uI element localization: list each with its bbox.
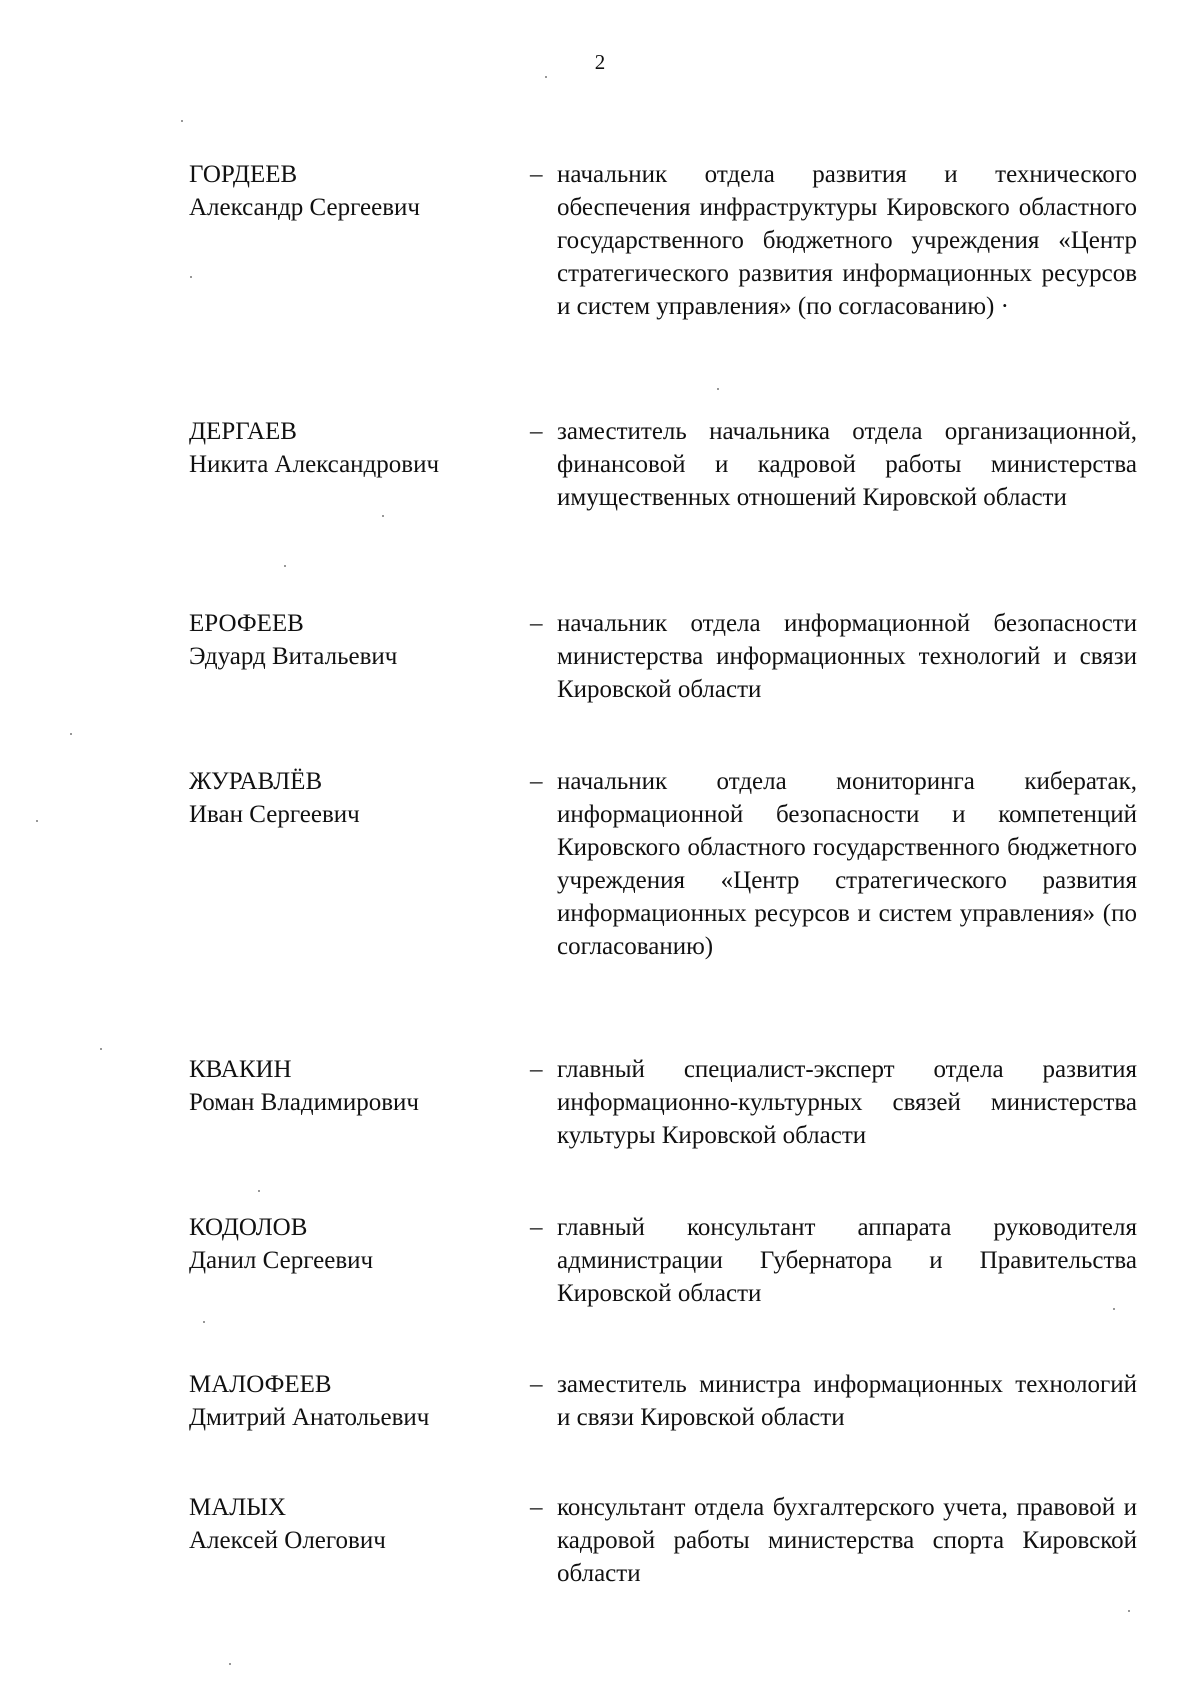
entry-dash: –: [530, 1371, 543, 1398]
member-surname: ЕРОФЕЕВ: [189, 610, 304, 637]
member-surname: МАЛОФЕЕВ: [189, 1371, 332, 1398]
member-given-names: Эдуард Витальевич: [189, 643, 398, 670]
entry-dash: –: [530, 161, 543, 188]
member-name: [189, 158, 509, 224]
page-number: 2: [594, 50, 606, 74]
member-surname: КВАКИН: [189, 1056, 292, 1083]
scan-speck: [203, 1321, 205, 1323]
member-position: заместитель начальника отдела организационной, финансовой и кадровой работы министерства имущественных отношений Кировской области: [557, 418, 1137, 511]
entry-dash: –: [530, 610, 543, 637]
member-given-names: Александр Сергеевич: [189, 194, 420, 221]
member-position: заместитель министра информационных технологий и связи Кировской области: [557, 1371, 1137, 1431]
member-given-names: Иван Сергеевич: [189, 801, 360, 828]
member-name: [189, 1211, 509, 1277]
member-given-names: Алексей Олегович: [189, 1527, 386, 1554]
entry-dash: –: [530, 768, 543, 795]
scan-speck: [1113, 1308, 1115, 1310]
entry-dash: –: [530, 1214, 543, 1241]
scan-speck: [545, 76, 547, 78]
member-position: начальник отдела мониторинга кибератак, информационной безопасности и компетенций Кировского областного государственного бюджетного учреждения «Центр стратегического развития информационных ресурсов и систем управления» (по согласованию): [557, 768, 1137, 960]
member-given-names: Никита Александрович: [189, 451, 440, 478]
member-surname: ЖУРАВЛЁВ: [189, 768, 323, 795]
member-position: консультант отдела бухгалтерского учета, правовой и кадровой работы министерства спорта Кировской области: [557, 1494, 1137, 1587]
scan-speck: [284, 565, 286, 567]
member-name: [189, 1491, 509, 1557]
member-name: [189, 765, 509, 831]
scan-speck: [717, 388, 719, 390]
entry-dash: –: [530, 1056, 543, 1083]
member-surname: МАЛЫХ: [189, 1494, 287, 1521]
member-position: начальник отдела информационной безопасности министерства информационных технологий и связи Кировской области: [557, 610, 1137, 703]
entry-dash: –: [530, 1494, 543, 1521]
member-name: [189, 607, 509, 673]
member-surname: КОДОЛОВ: [189, 1214, 308, 1241]
scan-speck: [258, 1190, 260, 1192]
scan-speck: [382, 515, 384, 517]
scan-speck: [70, 733, 72, 735]
scan-speck: [100, 1048, 102, 1050]
member-given-names: Роман Владимирович: [189, 1089, 419, 1116]
member-surname: ДЕРГАЕВ: [189, 418, 297, 445]
scan-speck: [190, 276, 192, 278]
entry-dash: –: [530, 418, 543, 445]
member-given-names: Данил Сергеевич: [189, 1247, 374, 1274]
scan-speck: [1128, 1610, 1130, 1612]
member-surname: ГОРДЕЕВ: [189, 161, 298, 188]
scan-speck: [229, 1663, 231, 1665]
member-given-names: Дмитрий Анатольевич: [189, 1404, 430, 1431]
member-name: [189, 1053, 509, 1119]
member-name: [189, 415, 509, 481]
scan-speck: [36, 820, 38, 822]
member-position: начальник отдела развития и технического обеспечения инфраструктуры Кировского областного государственного бюджетного учреждения «Центр стратегического развития информационных ресурсов и систем управления» (по согласованию) ·: [557, 161, 1137, 320]
member-position: главный консультант аппарата руководителя администрации Губернатора и Правительства Кировской области: [557, 1214, 1137, 1307]
member-position: главный специалист-эксперт отдела развития информационно-культурных связей министерства культуры Кировской области: [557, 1056, 1137, 1149]
member-name: [189, 1368, 509, 1434]
scan-speck: [181, 120, 183, 122]
